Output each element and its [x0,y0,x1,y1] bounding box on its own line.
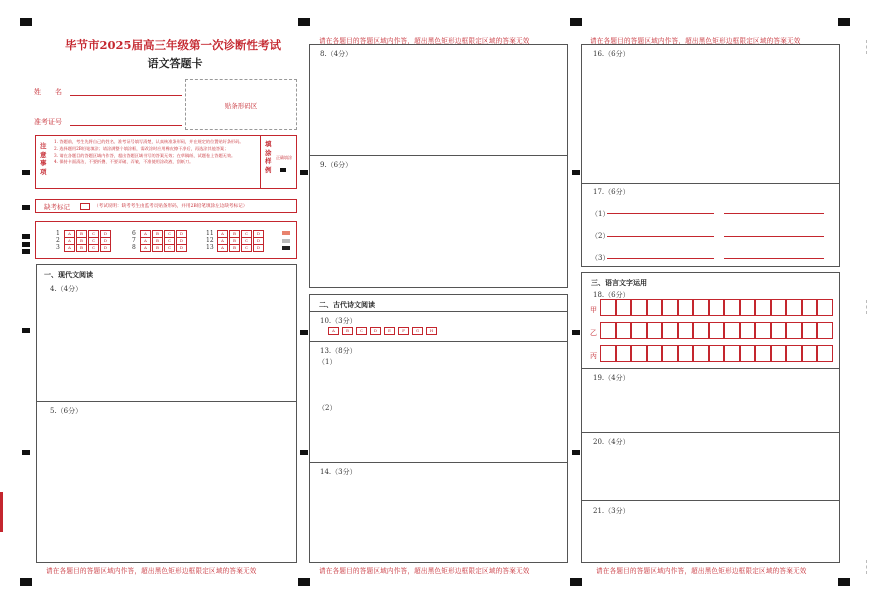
option-c[interactable]: C [88,237,99,245]
registration-mark [838,578,850,586]
option-c[interactable]: C [164,244,175,252]
answer-area-q21[interactable] [582,516,839,560]
writing-grid-cell[interactable] [786,299,802,316]
option-c[interactable]: C [164,237,175,245]
divider [37,401,296,402]
edge-dash [866,300,870,314]
answer-area-q20[interactable] [582,447,839,500]
writing-grid-cell[interactable] [724,322,740,339]
writing-grid-cell[interactable] [709,299,725,316]
divider [310,341,567,342]
writing-grid-cell[interactable] [631,345,647,362]
option-c[interactable]: C [88,230,99,238]
writing-grid-cell[interactable] [802,322,818,339]
notice-line: 2. 选择题用2B铅笔填涂；请涂满整个填涂框，需改涂时应用橡皮擦干净后，再选涂其他答案； [54,145,229,151]
question-16-label: 16.（6分） [593,50,630,58]
fill-heading: 填涂样例 [265,140,272,174]
writing-grid-cell[interactable] [662,322,678,339]
bottom-banner-3: 请在各题目的答题区域内作答，超出黑色矩形边框限定区域的答案无效 [596,567,807,575]
writing-grid-cell[interactable] [709,322,725,339]
question-21-label: 21.（3分） [593,507,630,515]
divider [582,500,839,501]
divider [582,432,839,433]
row-label: 乙 [590,329,597,337]
choice-block [35,221,297,259]
absent-label: 缺考标记 [44,203,70,211]
top-banner-2: 请在各题目的答题区域内作答，超出黑色矩形边框限定区域的答案无效 [319,37,530,45]
question-17-part: （1） [591,210,610,218]
option-c[interactable]: C [88,244,99,252]
answer-area-q16[interactable] [582,59,839,183]
question-17-part: （2） [591,232,610,240]
column2-lower-box [309,294,568,563]
writing-grid-cell[interactable] [662,299,678,316]
divider [310,462,567,463]
answer-area-q14[interactable] [310,477,567,560]
timing-mark [22,450,30,455]
writing-grid-cell[interactable] [647,299,663,316]
writing-grid-cell[interactable] [817,322,833,339]
top-banner-3: 请在各题目的答题区域内作答，超出黑色矩形边框限定区域的答案无效 [590,37,801,45]
divider [582,183,839,184]
question-18-label: 18.（6分） [593,291,630,299]
writing-grid-cell[interactable] [786,322,802,339]
question-4-label: 4.（4分） [50,285,83,293]
writing-grid-cell[interactable] [616,299,632,316]
option-a[interactable]: A [217,244,228,252]
question-number: 13 [206,244,214,251]
writing-grid-cell[interactable] [693,299,709,316]
answer-area-q8[interactable] [310,59,567,155]
option-b[interactable]: B [152,237,163,245]
writing-grid-cell[interactable] [616,322,632,339]
question-number: 3 [56,244,60,251]
option-h[interactable]: H [426,327,437,335]
absent-note: （考试说明：缺考考生由监考员贴条形码，并用2B铅笔填涂左边缺考标记） [94,204,248,209]
question-13-label: 13.（8分） [320,347,357,355]
writing-grid-cell[interactable] [678,299,694,316]
row-label: 甲 [590,306,597,314]
writing-grid-cell[interactable] [647,345,663,362]
divider [310,311,567,312]
option-b[interactable]: B [229,244,240,252]
question-number: 2 [56,237,60,244]
writing-grid-cell[interactable] [693,322,709,339]
column3-upper-box [581,44,840,267]
choice-group-3 [206,230,265,251]
option-c[interactable]: C [241,237,252,245]
choice-row [206,244,265,251]
option-a[interactable]: A [140,237,151,245]
option-b[interactable]: B [152,230,163,238]
section-title-1: 一、现代文阅读 [44,270,93,279]
writing-grid-cell[interactable] [631,322,647,339]
option-c[interactable]: C [241,244,252,252]
choice-row [132,244,188,251]
bottom-banner-1: 请在各题目的答题区域内作答，超出黑色矩形边框限定区域的答案无效 [46,567,257,575]
fill-example-mark [280,168,286,172]
option-f[interactable]: F [398,327,409,335]
option-d[interactable]: D [100,237,111,245]
answer-area-q9[interactable] [310,170,567,285]
writing-grid-cell[interactable] [724,345,740,362]
writing-grid-cell[interactable] [817,345,833,362]
question-number: 11 [206,230,214,237]
q17-line-2b[interactable] [724,236,824,237]
absent-checkbox[interactable] [80,203,90,210]
row-label: 丙 [590,352,597,360]
question-number: 12 [206,237,214,244]
writing-grid-cell[interactable] [817,299,833,316]
question-14-label: 14.（3分） [320,468,357,476]
writing-grid-cell[interactable] [678,345,694,362]
writing-grid-cell[interactable] [740,345,756,362]
barcode-area [185,79,297,130]
writing-grid-cell[interactable] [755,322,771,339]
notice-line: 1. 答题前，考生先将自己的姓名、准考证号填写清楚，认真核准条形码，并在规定的位置贴好条形码。 [54,139,244,144]
edge-dash [866,40,870,54]
question-8-label: 8.（4分） [320,50,353,58]
answer-area-q5[interactable] [37,415,296,560]
notice-heading: 注意事项 [40,142,47,176]
option-d[interactable]: D [176,230,187,238]
writing-grid-cell[interactable] [693,345,709,362]
q17-line-1b[interactable] [724,213,824,214]
option-a[interactable]: A [64,230,75,238]
writing-grid-cell[interactable] [647,322,663,339]
q17-line-3a[interactable] [607,258,714,259]
option-d[interactable]: D [100,244,111,252]
answer-area-q4[interactable] [37,293,296,401]
writing-grid-cell[interactable] [771,345,787,362]
writing-grid-cell[interactable] [600,322,616,339]
name-field[interactable] [70,95,182,96]
choice-group-2 [132,230,188,251]
option-b[interactable]: B [229,237,240,245]
option-b[interactable]: B [76,237,87,245]
q17-line-3b[interactable] [724,258,824,259]
option-d[interactable]: D [176,244,187,252]
writing-grid-cell[interactable] [802,345,818,362]
id-field[interactable] [70,125,182,126]
q17-line-1a[interactable] [607,213,714,214]
divider [310,155,567,156]
writing-grid-cell[interactable] [616,345,632,362]
q10-options [328,327,440,335]
bottom-banner-2: 请在各题目的答题区域内作答，超出黑色矩形边框限定区域的答案无效 [319,567,530,575]
timing-mark [22,170,30,175]
option-d[interactable]: D [100,230,111,238]
option-d[interactable]: D [370,327,381,335]
timing-mark [300,170,308,175]
timing-mark [22,242,30,247]
id-label: 准考证号 [34,118,62,126]
question-number: 6 [132,230,136,237]
option-b[interactable]: B [342,327,353,335]
registration-mark [298,18,310,26]
option-a[interactable]: A [328,327,339,335]
option-e[interactable]: E [384,327,395,335]
question-13-part-2: （2） [318,404,337,412]
notice-lines [54,139,254,166]
section-title-2: 二、古代诗文阅读 [319,300,375,309]
color-swatch [282,231,290,235]
choice-row [56,244,112,251]
timing-mark [22,234,30,239]
option-a[interactable]: A [217,237,228,245]
q17-line-2a[interactable] [607,236,714,237]
writing-grid-row [600,345,833,362]
option-b[interactable]: B [76,244,87,252]
card-title: 语文答题卡 [147,57,203,70]
writing-grid-cell[interactable] [724,299,740,316]
writing-grid-cell[interactable] [709,345,725,362]
timing-mark [22,205,30,210]
timing-mark [572,450,580,455]
option-b[interactable]: B [152,244,163,252]
left-edge-strip [0,492,3,532]
edge-dash [866,560,870,574]
fill-example-label: 正确填涂 [276,155,292,160]
option-a[interactable]: A [64,237,75,245]
writing-grid-cell[interactable] [771,322,787,339]
timing-mark [22,328,30,333]
writing-grid-cell[interactable] [600,299,616,316]
timing-mark [572,330,580,335]
option-g[interactable]: G [412,327,423,335]
barcode-label: 贴条形码区 [224,102,258,110]
writing-grid-cell[interactable] [740,299,756,316]
writing-grid-row [600,299,833,316]
registration-mark [570,18,582,26]
timing-mark [300,330,308,335]
timing-mark [572,170,580,175]
question-9-label: 9.（6分） [320,161,353,169]
writing-grid-cell[interactable] [662,345,678,362]
notice-box [35,135,297,189]
timing-mark [22,249,30,254]
option-b[interactable]: B [229,230,240,238]
option-a[interactable]: A [140,230,151,238]
writing-grid-cell[interactable] [678,322,694,339]
writing-grid-row [600,322,833,339]
choice-group-1 [56,230,112,251]
exam-title: 毕节市2025届高三年级第一次诊断性考试 [64,38,281,52]
timing-mark [300,450,308,455]
writing-grid-cell[interactable] [786,345,802,362]
question-10-label: 10.（3分） [320,317,357,325]
question-number: 1 [56,230,60,237]
registration-mark [20,578,32,586]
registration-mark [838,18,850,26]
registration-mark [570,578,582,586]
notice-line: 4. 保持卡面清洁，不要折叠、不要弄破、弄皱，不准使用涂改液、刮纸刀。 [54,159,194,165]
writing-grid-cell[interactable] [631,299,647,316]
column2-upper-box [309,44,568,288]
question-17-label: 17.（6分） [593,188,630,196]
section-title-3: 三、语言文字运用 [591,278,647,287]
option-b[interactable]: B [76,230,87,238]
question-number: 7 [132,237,136,244]
color-swatch [282,246,290,250]
question-19-label: 19.（4分） [593,374,630,382]
answer-area-q13[interactable] [310,365,567,462]
registration-mark [298,578,310,586]
option-c[interactable]: C [164,230,175,238]
question-number: 8 [132,244,136,251]
name-label: 姓 名 [34,88,62,96]
option-a[interactable]: A [217,230,228,238]
option-a[interactable]: A [140,244,151,252]
registration-mark [20,18,32,26]
color-swatch [282,239,290,243]
writing-grid-cell[interactable] [740,322,756,339]
divider [582,368,839,369]
answer-area-q19[interactable] [582,383,839,432]
writing-grid-cell[interactable] [600,345,616,362]
writing-grid-cell[interactable] [755,299,771,316]
option-c[interactable]: C [356,327,367,335]
notice-line: 3. 请在各题目的答题区域内作答，超出答题区域书写的答案无效；在草稿纸、试题卷上答题无效。 [54,152,236,158]
option-d[interactable]: D [253,244,264,252]
question-13-part-1: （1） [318,358,337,366]
writing-grid-cell[interactable] [771,299,787,316]
option-d[interactable]: D [253,237,264,245]
column1-answer-box [36,264,297,563]
option-c[interactable]: C [241,230,252,238]
writing-grid-cell[interactable] [802,299,818,316]
question-5-label: 5.（6分） [50,407,83,415]
option-a[interactable]: A [64,244,75,252]
option-d[interactable]: D [253,230,264,238]
question-17-part: （3） [591,254,610,262]
option-d[interactable]: D [176,237,187,245]
absent-row [35,199,297,213]
question-20-label: 20.（4分） [593,438,630,446]
writing-grid-cell[interactable] [755,345,771,362]
fill-example-divider [260,136,261,188]
